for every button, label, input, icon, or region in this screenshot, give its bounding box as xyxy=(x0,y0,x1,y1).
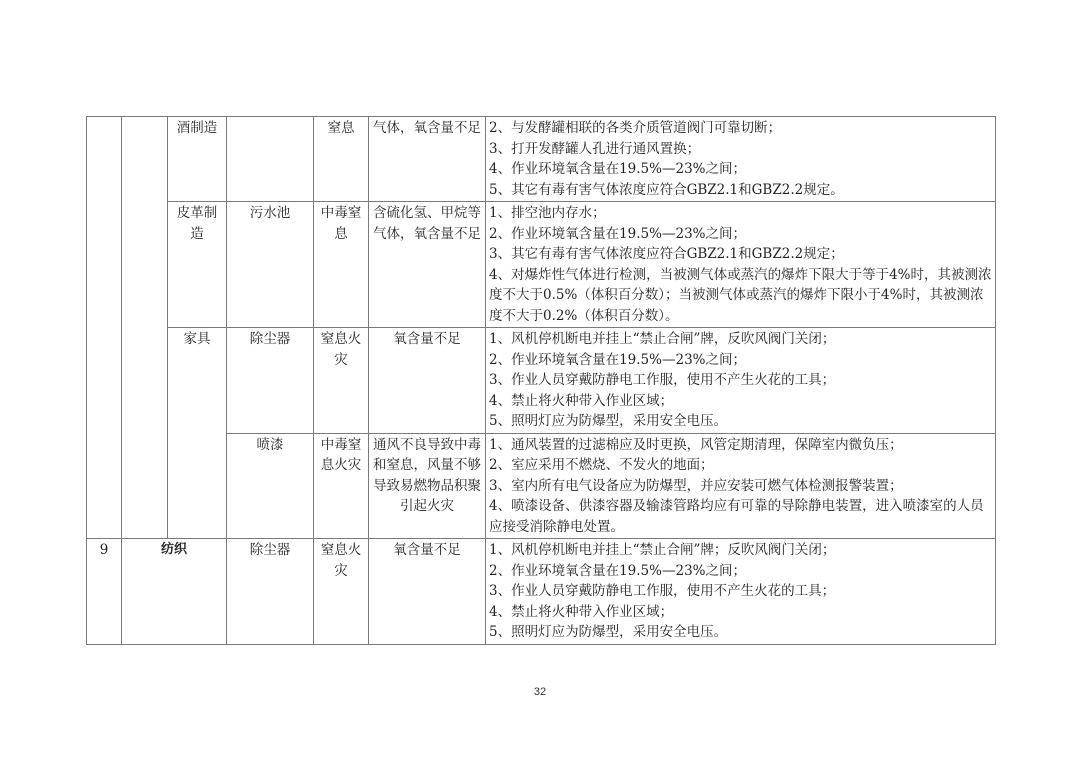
measures-cell xyxy=(486,117,996,202)
measure-item: 3、作业人员穿戴防静电工作服，使用不产生火花的工具； xyxy=(489,372,836,388)
measure-item: 4、作业环境氧含量在19.5%—23%之间； xyxy=(489,161,746,177)
measure-item: 1、风机停机断电并挂上“禁止合闸”牌；反吹风阀门关闭； xyxy=(489,542,836,558)
number-cell-continued xyxy=(87,117,122,539)
safety-measures-table xyxy=(86,116,996,645)
measure-item: 1、风机停机断电并挂上“禁止合闸”牌，反吹风阀门关闭； xyxy=(489,331,836,347)
measures-cell xyxy=(486,328,996,434)
measure-item: 2、室应采用不燃烧、不发火的地面； xyxy=(489,457,714,473)
measure-item: 5、照明灯应为防爆型，采用安全电压。 xyxy=(489,413,728,429)
table-row xyxy=(87,202,996,328)
place-cell xyxy=(227,117,314,202)
measure-item: 1、排空池内存水； xyxy=(489,205,606,221)
hazard-cell: 中毒窒息 xyxy=(314,202,369,328)
measure-item: 2、作业环境氧含量在19.5%—23%之间； xyxy=(489,351,746,368)
measure-item: 3、其它有毒有害气体浓度应符合GBZ2.1和GBZ2.2规定； xyxy=(489,246,844,262)
place-cell: 喷漆 xyxy=(227,433,314,539)
cause-cell: 气体，氧含量不足 xyxy=(369,117,486,202)
measure-item: 3、打开发酵罐人孔进行通风置换； xyxy=(489,140,701,157)
place-cell: 除尘器 xyxy=(227,328,314,434)
measure-item: 2、与发酵罐相联的各类介质管道阀门可靠切断； xyxy=(489,120,782,136)
measure-item: 4、对爆炸性气体进行检测，当被测气体或蒸汽的爆炸下限大于等于4%时，其被测浓度不大于0.5%（体积百分数）；当被测气体或蒸汽的爆炸下限小于4%时，其被测浓度不大于0.2%（体积百分数）。 xyxy=(489,266,992,324)
cause-cell: 氧含量不足 xyxy=(369,328,486,434)
industry-cell: 酒制造 xyxy=(168,117,227,202)
measure-item: 2、作业环境氧含量在19.5%—23%之间； xyxy=(489,562,746,579)
measure-item: 2、作业环境氧含量在19.5%—23%之间； xyxy=(489,225,746,242)
category-cell-continued xyxy=(122,117,168,539)
place-cell: 除尘器 xyxy=(227,539,314,645)
table-row xyxy=(87,117,996,202)
measures-cell xyxy=(486,539,996,645)
hazard-cell: 中毒窒息火灾 xyxy=(314,433,369,539)
industry-cell: 家具 xyxy=(168,328,227,539)
hazard-cell: 窒息火灾 xyxy=(314,539,369,645)
measures-cell xyxy=(486,202,996,328)
table-row xyxy=(87,328,996,434)
measure-item: 3、室内所有电气设备应为防爆型，并应安装可燃气体检测报警装置； xyxy=(489,477,903,494)
measure-item: 5、照明灯应为防爆型，采用安全电压。 xyxy=(489,624,728,640)
cause-cell: 含硫化氢、甲烷等气体，氧含量不足 xyxy=(369,202,486,328)
measure-item: 5、其它有毒有害气体浓度应符合GBZ2.1和GBZ2.2规定。 xyxy=(489,181,844,198)
page-number: 32 xyxy=(533,686,547,698)
cause-cell: 氧含量不足 xyxy=(369,539,486,645)
place-cell: 污水池 xyxy=(227,202,314,328)
industry-cell: 皮革制造 xyxy=(168,202,227,328)
measure-item: 1、通风装置的过滤棉应及时更换，风管定期清理，保障室内微负压； xyxy=(489,436,903,453)
measure-item: 4、禁止将火种带入作业区域； xyxy=(489,392,674,409)
number-cell: 9 xyxy=(87,539,122,645)
table-row xyxy=(87,539,996,645)
cause-cell: 通风不良导致中毒和窒息，风量不够导致易燃物品积聚引起火灾 xyxy=(369,433,486,539)
hazard-cell: 窒息 xyxy=(314,117,369,202)
hazard-cell: 窒息火灾 xyxy=(314,328,369,434)
measure-item: 3、作业人员穿戴防静电工作服，使用不产生火花的工具； xyxy=(489,583,836,599)
measure-item: 4、禁止将火种带入作业区域； xyxy=(489,603,674,620)
measure-item: 4、喷漆设备、供漆容器及输漆管路均应有可靠的导除静电装置，进入喷漆室的人员应接受消除静电处置。 xyxy=(489,498,984,535)
measures-cell xyxy=(486,433,996,539)
category-cell: 纺织 xyxy=(122,539,227,645)
